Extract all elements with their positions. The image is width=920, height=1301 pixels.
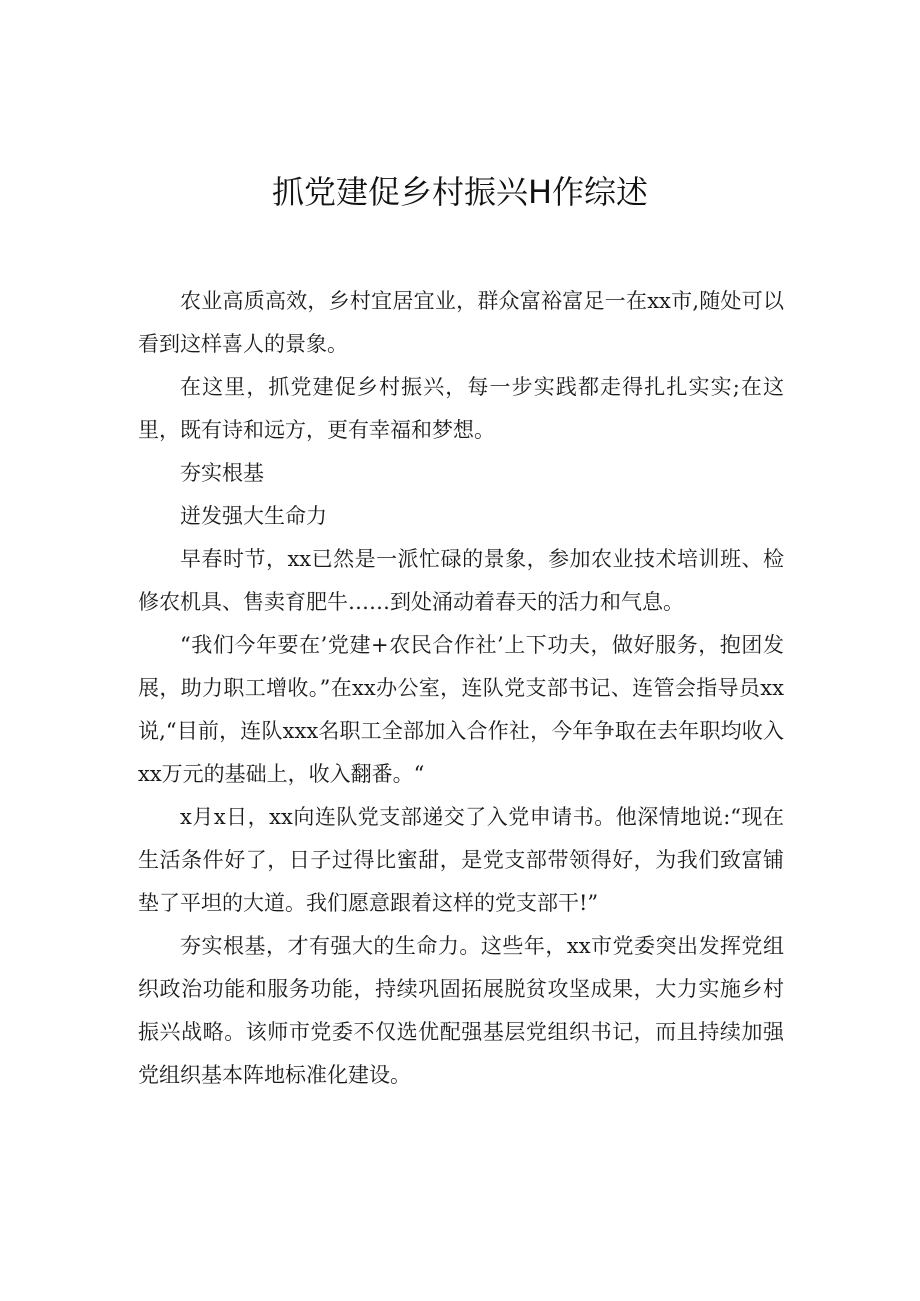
paragraph-application: x月x日，xx向连队党支部递交了入党申请书。他深情地说:“现在生活条件好了，日子过得比蜜甜，是党支部带领得好，为我们致富铺垫了平坦的大道。我们愿意跟着这样的党支部干!”: [138, 805, 784, 915]
paragraph-intro: 农业高质高效，乡村宜居宜业，群众富裕富足一在xx市,随处可以看到这样喜人的景象。: [138, 289, 784, 356]
document-body: [138, 280, 784, 1097]
section-heading-line2: 迸发强大生命力: [180, 504, 327, 528]
paragraph-spring: 早春时节，xx已然是一派忙碌的景象，参加农业技术培训班、检修农机具、售卖育肥牛……到处涌动着春天的活力和气息。: [138, 547, 784, 614]
document-title: 抓党建促乡村振兴H作综述: [271, 173, 649, 211]
paragraph-quote: “我们今年要在’党建+农民合作社’上下功夫，做好服务，抱团发展，助力职工增收。”在xx办公室，连队党支部书记、连管会指导员xx说,“目前，连队xxx名职工全部加入合作社，今年争取在去年职均收入xx万元的基础上，收入翻番。“: [138, 633, 784, 786]
paragraph-foundation: 夯实根基，才有强大的生命力。这些年，xx市党委突出发挥党组织政治功能和服务功能，持续巩固拓展脱贫攻坚成果，大力实施乡村振兴战略。该师市党委不仅选优配强基层党组织书记，而且持续加强党组织基本阵地标准化建设。: [138, 934, 784, 1087]
paragraph-here: 在这里，抓党建促乡村振兴，每一步实践都走得扎扎实实;在这里，既有诗和远方，更有幸福和梦想。: [138, 375, 784, 442]
section-heading-line1: 夯实根基: [180, 461, 264, 485]
